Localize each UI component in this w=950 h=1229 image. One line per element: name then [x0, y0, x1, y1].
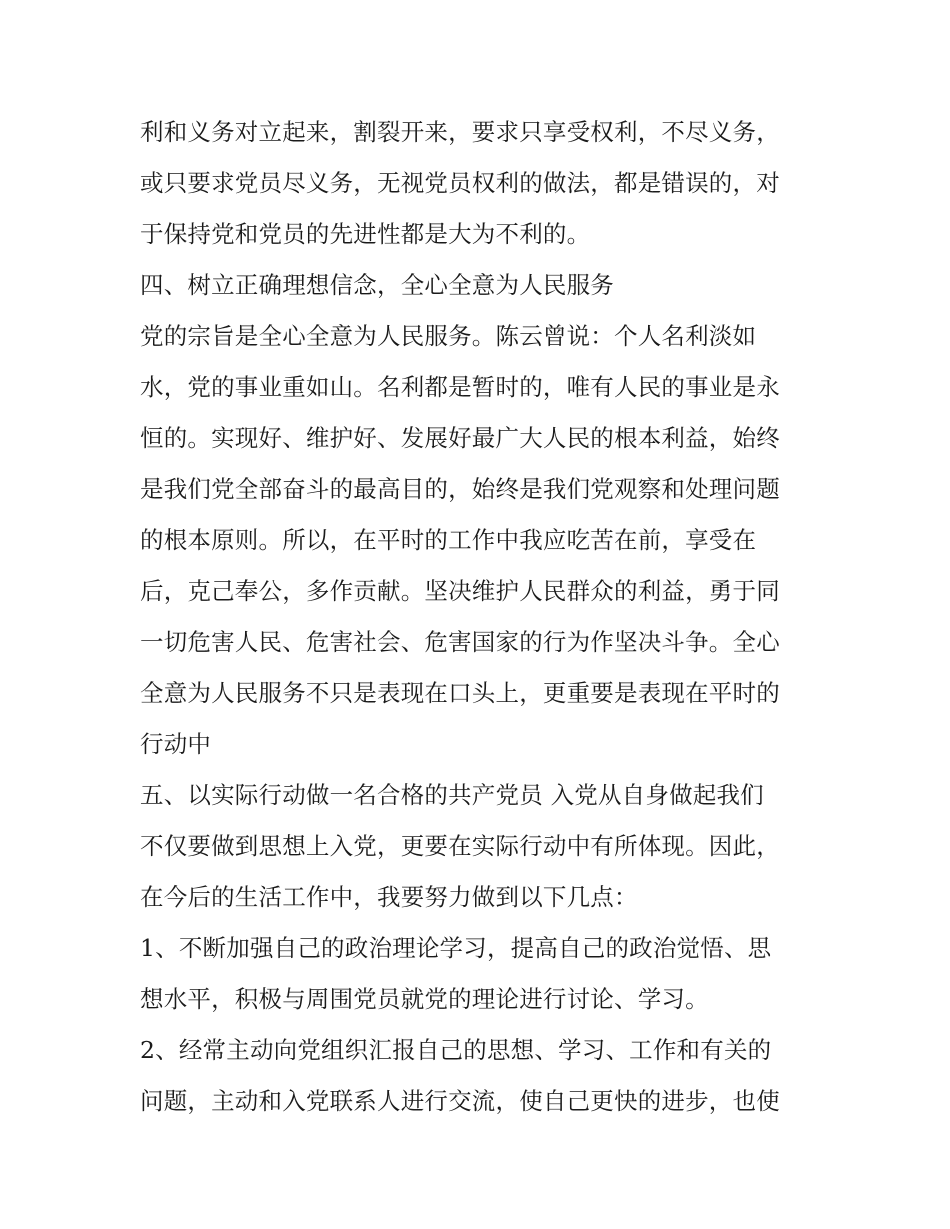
text-line-2: 或只要求党员尽义务，无视党员权利的做法，都是错误的，对: [140, 169, 780, 197]
text-line-7: 恒的。实现好、维护好、发展好最广大人民的根本利益，始终: [140, 424, 780, 452]
text-line-6: 水，党的事业重如山。名利都是暂时的，唯有人民的事业是永: [140, 373, 780, 401]
document-body: [140, 107, 820, 1127]
text-line-13: 行动中: [140, 730, 212, 758]
list-item-1-line-1: 1、不断加强自己的政治理论学习，提高自己的政治觉悟、思: [140, 934, 772, 962]
section-heading-4: 四、树立正确理想信念，全心全意为人民服务: [140, 271, 614, 299]
text-line-10: 后，克己奉公，多作贡献。坚决维护人民群众的利益，勇于同: [140, 577, 780, 605]
list-item-2-line-1: 2、经常主动向党组织汇报自己的思想、学习、工作和有关的: [140, 1036, 772, 1064]
text-line-1: 利和义务对立起来，割裂开来，要求只享受权利，不尽义务，: [140, 118, 780, 146]
list-item-1-line-2: 想水平，积极与周围党员就党的理论进行讨论、学习。: [140, 985, 709, 1013]
section-heading-5: 五、以实际行动做一名合格的共产党员 入党从自身做起我们: [140, 781, 764, 809]
text-line-9: 的根本原则。所以，在平时的工作中我应吃苦在前，享受在: [140, 526, 757, 554]
text-line-8: 是我们党全部奋斗的最高目的，始终是我们党观察和处理问题: [140, 475, 780, 503]
list-item-2-line-2: 问题，主动和入党联系人进行交流，使自己更快的进步，也使: [140, 1087, 780, 1115]
text-line-11: 一切危害人民、危害社会、危害国家的行为作坚决斗争。全心: [140, 628, 780, 656]
text-line-5: 党的宗旨是全心全意为人民服务。陈云曾说：个人名利淡如: [140, 322, 757, 350]
text-line-15: 不仅要做到思想上入党，更要在实际行动中有所体现。因此，: [140, 832, 780, 860]
text-line-3: 于保持党和党员的先进性都是大为不利的。: [140, 220, 591, 248]
text-line-12: 全意为人民服务不只是表现在口头上，更重要是表现在平时的: [140, 679, 780, 707]
text-line-16: 在今后的生活工作中，我要努力做到以下几点：: [140, 883, 638, 911]
